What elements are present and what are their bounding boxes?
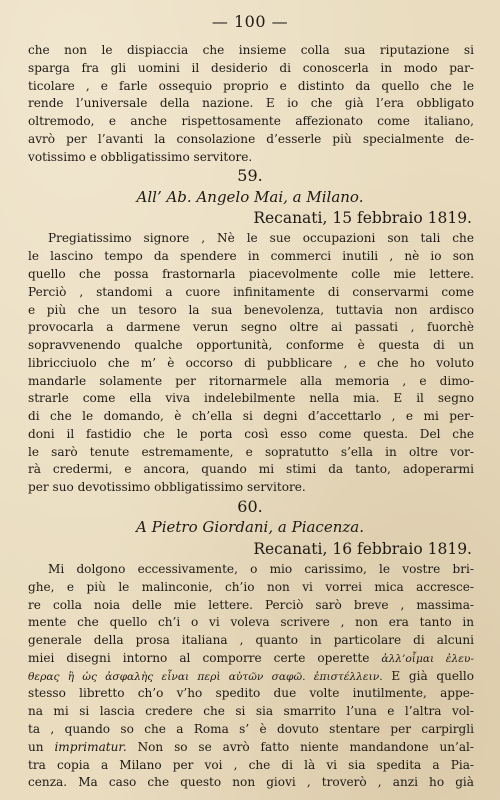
text-line: e più che un tesoro la sua benevolenza, tuttavia non ardisco <box>28 302 474 317</box>
text-line: strarle come ella viva indelebilmente nella mia. E il segno <box>28 391 474 406</box>
text-line: cenza. Ma caso che questo non giovi , troverò , anzi ho già <box>28 775 474 790</box>
text-line: na mi si lascia credere che si sia smarrito l’una e l’altra vol- <box>28 704 474 719</box>
text-segment: Non so se avrò fatto niente mandandone un’al- <box>137 739 475 754</box>
text-line-with-greek <box>28 650 474 668</box>
text-line: generale della prosa italiana , quanto in particolare di alcuni <box>28 633 474 647</box>
text-segment: E già quello <box>391 668 474 683</box>
text-line: mandarle solamente per ritornarmele alla memoria , e dimo- <box>28 373 474 388</box>
letter-number: 60. <box>237 497 263 516</box>
text-line: di che le domando, è ch’ella si degni d’accettarlo , e mi per- <box>28 409 474 424</box>
letter-place-date: Recanati, 16 febbraio 1819. <box>253 539 472 558</box>
text-segment: miei disegni intorno al comporre certe operette <box>28 650 370 665</box>
letter-number: 59. <box>237 166 263 186</box>
text-line: Mi dolgono eccessivamente, o mio carissimo, le vostre bri- <box>48 562 474 576</box>
text-line-with-prefix <box>28 757 474 775</box>
text-line: sopravvenendo qualche opportunità, conforme è questa di un <box>28 338 474 352</box>
text-line: Perciò , standomi a cuore infinitamente di conservarmi come <box>28 284 474 299</box>
text-line: ghe, e più le malinconie, ch’io non vi vorrei mica accresce- <box>28 579 474 594</box>
text-line: mente che quello ch’i o vi voleva scrivere , non era tanto in <box>28 615 474 630</box>
italic-word: imprimatur. <box>54 739 127 754</box>
greek-text: θερας ἢ ὡς ἀσφαλὴς εἶναι περὶ αὐτῶν σαφῶ. ἐπιστέλλειν. <box>28 669 383 683</box>
text-line: rende l’universale della nazione. E io che già l’era obbligato <box>28 96 474 111</box>
letter-addressee: All’ Ab. Angelo Mai, a Milano. <box>136 187 364 206</box>
text-line: stesso libretto ch’o v’ho spedito due volte inutilmente, appe- <box>28 686 474 701</box>
text-line: che non le dispiaccia che insieme colla sua riputazione si <box>28 43 474 57</box>
text-line: sparga fra gli uomini il desiderio di conoscerla in modo par- <box>28 60 474 75</box>
text-line: votissimo e obbligatissimo servitore. <box>28 149 253 164</box>
text-line: provocarla a darmene verun segno oltre ai passati , fuorchè <box>28 320 474 335</box>
greek-text: ἀλλ’οἷμαι ἐλευ- <box>381 651 474 665</box>
letter-place-date: Recanati, 15 febbraio 1819. <box>253 209 472 228</box>
text-line: le lascino tempo da spendere in commerci inutili , nè io son <box>28 249 474 264</box>
text-segment: copia a Milano per voi , che di là vi sia spedita a Pia- <box>56 757 474 772</box>
text-line: doni il fastidio che le porta così esso come questa. Del che <box>28 426 474 441</box>
text-line: le sarò tenute estremamente, e sopratutto s’ella in oltre vor- <box>28 444 474 459</box>
text-line: ticolare , e farle ossequio proprio e distinto da quello che le <box>28 78 474 93</box>
text-line: oltremodo, e anche rispettosamente affezionato come italiano, <box>28 114 474 129</box>
text-line: ta , quando so che a Roma s’ è dovuto stentare per carpirgli <box>28 721 474 736</box>
text-line: libricciuolo che m’ è occorso di pubblicare , e che ho voluto <box>28 355 474 370</box>
text-line: rà credermi, e ancora, quando mi stimi da tanto, adoperarmi <box>28 462 474 477</box>
text-line: re colla noia delle mie lettere. Perciò sarò breve , massima- <box>28 597 474 612</box>
letter-addressee: A Pietro Giordani, a Piacenza. <box>136 518 364 537</box>
text-segment: un <box>28 739 44 754</box>
text-line-with-italic <box>28 739 474 757</box>
text-line-with-greek <box>28 668 474 686</box>
text-line: avrò per l’avanti la consolazione d’esserle più specialmente de- <box>28 131 474 146</box>
text-line: quello che possa frastornarla piacevolmente colle mie lettere. <box>28 266 474 281</box>
text-line: per suo devotissimo obbligatissimo servitore. <box>28 480 306 495</box>
text-segment: tra <box>28 757 46 772</box>
page-number: — 100 — <box>211 12 289 31</box>
text-line: Pregiatissimo signore , Nè le sue occupazioni son tali che <box>48 231 474 246</box>
